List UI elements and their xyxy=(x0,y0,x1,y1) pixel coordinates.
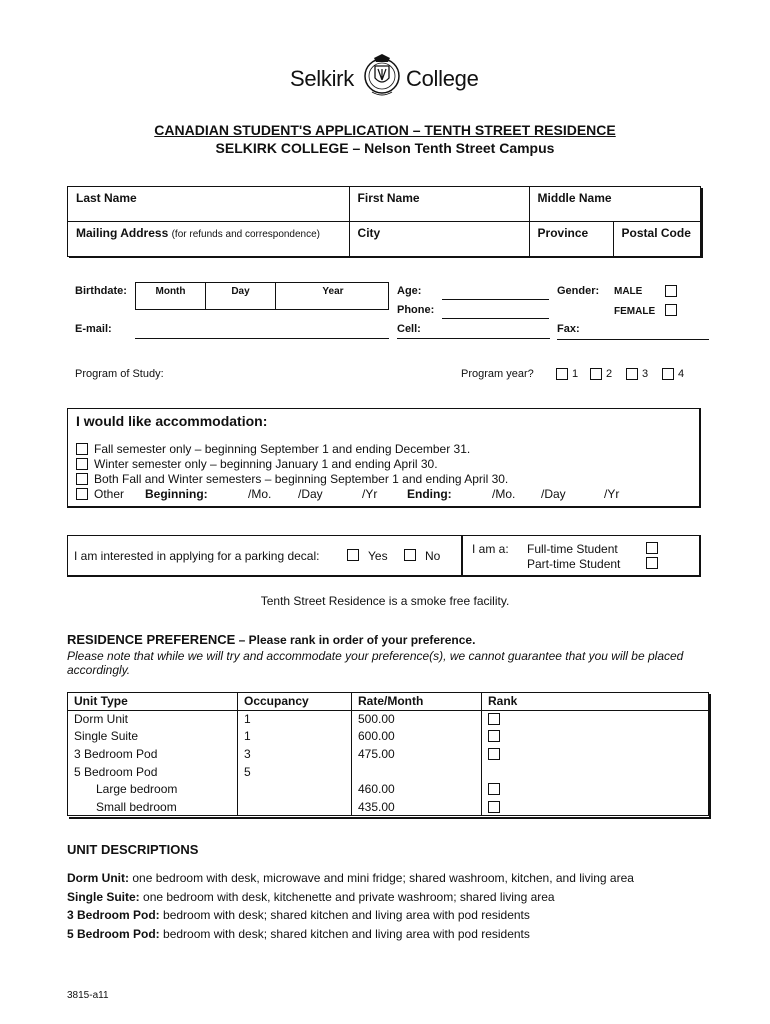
postal-code-field[interactable]: Postal Code xyxy=(613,222,700,257)
cell-label: Cell: xyxy=(397,323,421,335)
age-label: Age: xyxy=(397,285,422,297)
program-year-1-label: 1 xyxy=(572,368,579,380)
birth-month-field[interactable]: Month xyxy=(136,283,206,310)
mailing-address-field[interactable]: Mailing Address (for refunds and correspondence) xyxy=(68,222,350,257)
gender-label: Gender: xyxy=(557,285,600,297)
form-subtitle: SELKIRK COLLEGE – Nelson Tenth Street Campus xyxy=(215,140,555,156)
parking-no-checkbox[interactable] xyxy=(404,549,416,561)
table-row xyxy=(68,763,709,781)
unit-description xyxy=(67,927,530,941)
beginning-year[interactable]: /Yr xyxy=(362,487,378,501)
residence-heading: RESIDENCE PREFERENCE – Please rank in order of your preference. xyxy=(67,632,476,647)
rank-cell xyxy=(482,745,709,763)
program-year-4-label: 4 xyxy=(678,368,685,380)
email-label: E-mail: xyxy=(75,323,112,335)
crest-icon xyxy=(362,52,402,102)
accommodation-option-fall[interactable]: Fall semester only – beginning September 1 and ending December 31. xyxy=(76,442,470,456)
unit-description xyxy=(67,890,555,904)
rank-cell xyxy=(482,798,709,816)
unit-description-name: 3 Bedroom Pod: xyxy=(67,908,160,922)
occupancy-cell: 1 xyxy=(238,728,352,746)
col-rank: Rank xyxy=(482,693,709,711)
rate-cell: 435.00 xyxy=(352,798,482,816)
program-year-3-checkbox[interactable] xyxy=(626,368,638,380)
residence-table xyxy=(67,692,709,816)
rank-checkbox[interactable] xyxy=(488,748,500,760)
rate-cell: 500.00 xyxy=(352,710,482,728)
accommodation-option-winter[interactable]: Winter semester only – beginning January 1 and ending April 30. xyxy=(76,457,438,471)
unit-description xyxy=(67,908,530,922)
table-row xyxy=(68,798,709,816)
unit-description-name: 5 Bedroom Pod: xyxy=(67,926,160,941)
fax-field[interactable] xyxy=(557,339,709,340)
ending-label: Ending: xyxy=(407,487,452,501)
table-row xyxy=(68,745,709,763)
male-label: MALE xyxy=(614,286,643,297)
birthdate-box xyxy=(135,282,389,310)
occupancy-cell: 3 xyxy=(238,745,352,763)
parttime-label: Part-time Student xyxy=(527,557,621,571)
rank-checkbox[interactable] xyxy=(488,730,500,742)
program-year-3-label: 3 xyxy=(642,368,649,380)
ending-day[interactable]: /Day xyxy=(541,487,566,501)
unit-description-name: Single Suite: xyxy=(67,889,140,904)
rank-cell xyxy=(482,710,709,728)
other-checkbox[interactable] xyxy=(76,488,88,500)
table-row xyxy=(68,728,709,746)
email-field[interactable] xyxy=(135,338,389,339)
name-address-table xyxy=(67,186,701,257)
fax-label: Fax: xyxy=(557,323,580,335)
rate-cell: 475.00 xyxy=(352,745,482,763)
program-of-study-label: Program of Study: xyxy=(75,368,164,380)
parttime-checkbox[interactable] xyxy=(646,557,658,569)
middle-name-field[interactable]: Middle Name xyxy=(529,187,700,222)
parking-yes-label: Yes xyxy=(368,549,388,563)
age-field[interactable] xyxy=(442,299,549,300)
birth-day-field[interactable]: Day xyxy=(206,283,276,310)
residence-note: Please note that while we will try and accommodate your preference(s), we cannot guarantee that you will be placed accordingly. xyxy=(67,649,684,677)
ending-month[interactable]: /Mo. xyxy=(492,487,516,501)
unit-description-text: bedroom with desk; shared kitchen and living area with pod residents xyxy=(163,908,530,922)
unit-type-cell: 3 Bedroom Pod xyxy=(68,745,238,763)
rank-checkbox[interactable] xyxy=(488,713,500,725)
last-name-field[interactable]: Last Name xyxy=(68,187,350,222)
unit-description xyxy=(67,871,634,885)
form-code: 3815-a11 xyxy=(67,990,109,1001)
rate-cell: 600.00 xyxy=(352,728,482,746)
both-checkbox[interactable] xyxy=(76,473,88,485)
birthdate-label: Birthdate: xyxy=(75,285,127,297)
rank-checkbox[interactable] xyxy=(488,783,500,795)
female-checkbox[interactable] xyxy=(665,304,677,316)
logo-word-left: Selkirk xyxy=(290,66,354,91)
accommodation-option-both[interactable]: Both Fall and Winter semesters – beginning September 1 and ending April 30. xyxy=(76,472,508,486)
male-checkbox[interactable] xyxy=(665,285,677,297)
rate-cell: 460.00 xyxy=(352,780,482,798)
unit-description-text: one bedroom with desk, kitchenette and private washroom; shared living area xyxy=(143,889,555,904)
smoke-free-notice: Tenth Street Residence is a smoke free facility. xyxy=(260,594,510,608)
beginning-day[interactable]: /Day xyxy=(298,487,323,501)
parking-yes-checkbox[interactable] xyxy=(347,549,359,561)
phone-label: Phone: xyxy=(397,304,435,316)
rank-cell xyxy=(482,763,709,781)
rank-checkbox[interactable] xyxy=(488,801,500,813)
unit-type-cell: Single Suite xyxy=(68,728,238,746)
unit-type-cell: Large bedroom xyxy=(68,780,238,798)
parking-question: I am interested in applying for a parking decal: xyxy=(74,549,320,563)
rate-cell xyxy=(352,763,482,781)
program-year-label: Program year? xyxy=(461,368,534,380)
winter-checkbox[interactable] xyxy=(76,458,88,470)
accommodation-option-other[interactable]: Other xyxy=(76,487,124,501)
phone-field[interactable] xyxy=(442,318,549,319)
col-occupancy: Occupancy xyxy=(238,693,352,711)
unit-description-name: Dorm Unit: xyxy=(67,871,129,885)
occupancy-cell xyxy=(238,798,352,816)
program-year-4-checkbox[interactable] xyxy=(662,368,674,380)
fall-checkbox[interactable] xyxy=(76,443,88,455)
rank-cell xyxy=(482,728,709,746)
program-year-1-checkbox[interactable] xyxy=(556,368,568,380)
unit-type-cell: 5 Bedroom Pod xyxy=(68,763,238,781)
fulltime-checkbox[interactable] xyxy=(646,542,658,554)
first-name-field[interactable]: First Name xyxy=(349,187,529,222)
rank-cell xyxy=(482,780,709,798)
unit-description-text: bedroom with desk; shared kitchen and living area with pod residents xyxy=(163,926,530,941)
beginning-month[interactable]: /Mo. xyxy=(248,487,272,501)
status-label: I am a: xyxy=(472,542,509,556)
province-field[interactable]: Province xyxy=(529,222,613,257)
program-year-2-checkbox[interactable] xyxy=(590,368,602,380)
occupancy-cell: 5 xyxy=(238,763,352,781)
col-unit-type: Unit Type xyxy=(68,693,238,711)
form-title: CANADIAN STUDENT'S APPLICATION – TENTH STREET RESIDENCE xyxy=(154,122,616,138)
unit-description-text: one bedroom with desk, microwave and mini fridge; shared washroom, kitchen, and living area xyxy=(132,871,634,885)
occupancy-cell: 1 xyxy=(238,710,352,728)
unit-descriptions-heading: UNIT DESCRIPTIONS xyxy=(67,842,199,857)
unit-type-cell: Small bedroom xyxy=(68,798,238,816)
college-logo xyxy=(290,52,490,104)
fulltime-label: Full-time Student xyxy=(527,542,618,556)
parking-no-label: No xyxy=(425,549,441,563)
unit-type-cell: Dorm Unit xyxy=(68,710,238,728)
col-rate: Rate/Month xyxy=(352,693,482,711)
logo-word-right: College xyxy=(406,66,479,91)
table-row xyxy=(68,780,709,798)
cell-field[interactable] xyxy=(397,338,550,339)
birth-year-field[interactable]: Year xyxy=(322,286,344,297)
beginning-label: Beginning: xyxy=(145,487,208,501)
female-label: FEMALE xyxy=(614,306,656,317)
table-row xyxy=(68,710,709,728)
ending-year[interactable]: /Yr xyxy=(604,487,620,501)
accommodation-title: I would like accommodation: xyxy=(76,413,268,429)
city-field[interactable]: City xyxy=(349,222,529,257)
occupancy-cell xyxy=(238,780,352,798)
program-year-2-label: 2 xyxy=(606,368,613,380)
